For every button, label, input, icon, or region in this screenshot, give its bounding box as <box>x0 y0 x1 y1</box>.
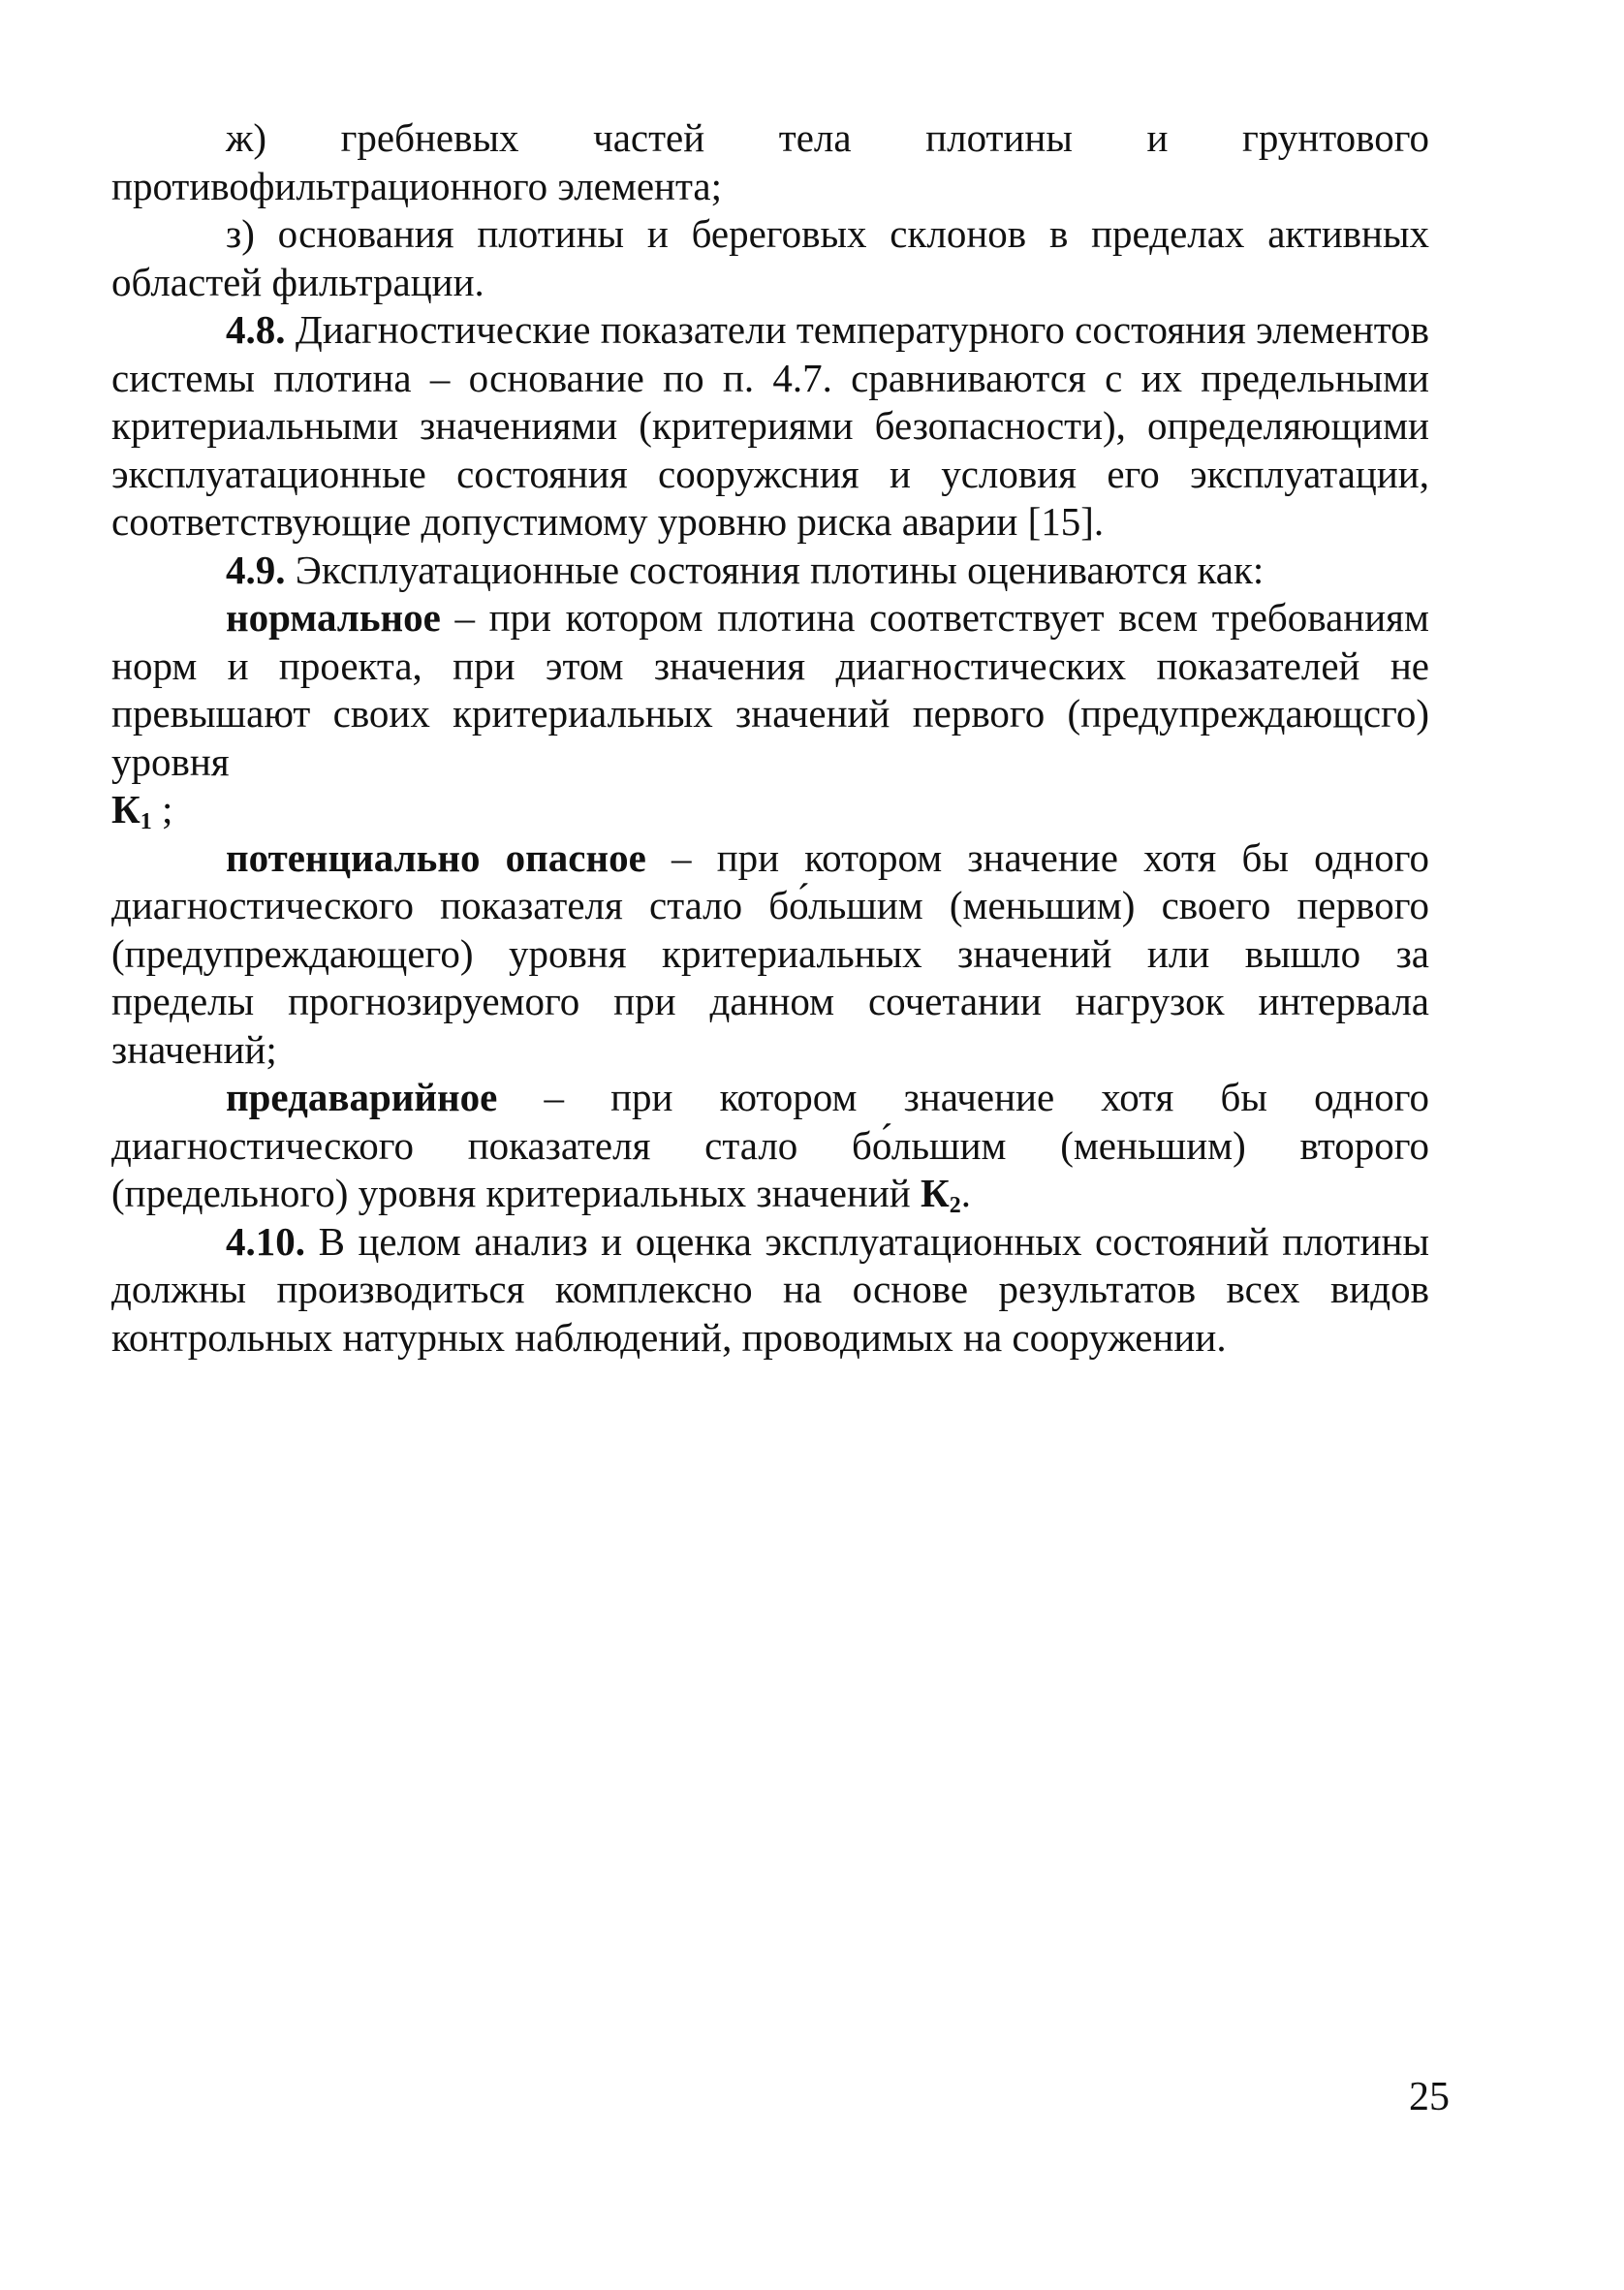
paragraph-z <box>111 210 1429 306</box>
symbol-letter: К <box>920 1171 950 1215</box>
paragraph-text: з) основания плотины и береговых склонов в пределах активных областей фильтрации. <box>111 211 1429 304</box>
section-number: 4.10. <box>226 1218 305 1264</box>
paragraph-text: Диагностические показатели температурного состояния элементов системы плотина – основание по п. 4.7. сравниваются с их предельными критериальными значениями (критериями безопасности), определяющими эксплуатационные состояния сооружсния и условия его эксплуатации, соответствующие допустимому уровню риска аварии [15]. <box>111 307 1429 544</box>
section-number: 4.8. <box>226 307 286 352</box>
section-4-9 <box>111 547 1429 595</box>
symbol-k1 <box>111 787 152 834</box>
section-4-8 <box>111 306 1429 547</box>
state-normal <box>111 594 1429 834</box>
symbol-subscript: 2 <box>949 1193 961 1218</box>
paragraph-text: Эксплуатационные состояния плотины оцениваются как: <box>285 547 1265 592</box>
paragraph-tail: ; <box>151 787 173 831</box>
symbol-k2 <box>920 1171 961 1218</box>
term-pre-emergency: предаварийное <box>226 1075 498 1119</box>
paragraph-text: – при котором плотина соответствует всем требованиям норм и проекта, при этом значения диагностических показателей не превышают своих критериальных значений первого (предупреждающсго) уровня <box>111 595 1429 784</box>
paragraph-zh <box>111 114 1429 210</box>
state-potentially-dangerous <box>111 834 1429 1075</box>
term-potentially-dangerous: потенциально опасное <box>226 834 646 880</box>
paragraph-text: – при котором значение хотя бы одного диагностического показателя стало бо́льшим (меньшим) своего первого (предупреждающего) уровня критериальных значений или вышло за пределы прогнозируемого при данном сочетании нагрузок интервала значений; <box>111 834 1429 1072</box>
state-pre-emergency <box>111 1074 1429 1218</box>
paragraph-text: В целом анализ и оценка эксплуатационных состояний плотины должны производиться комплексно на основе результатов всех видов контрольных натурных наблюдений, проводимых на сооружении. <box>111 1218 1429 1360</box>
paragraph-tail: . <box>960 1171 971 1215</box>
page-number: 25 <box>1409 2075 1450 2119</box>
page-body <box>111 114 1429 1362</box>
section-4-10 <box>111 1218 1429 1363</box>
symbol-subscript: 1 <box>140 809 152 834</box>
symbol-letter: К <box>111 787 141 831</box>
term-normal: нормальное <box>226 595 441 640</box>
paragraph-text: ж) гребневых частей тела плотины и грунтового противофильтрационного элемента; <box>111 115 1429 208</box>
section-number: 4.9. <box>226 547 286 592</box>
paragraph-text: – при котором значение хотя бы одного диагностического показателя стало бо́льшим (меньшим) второго (предельного) уровня критериальных значений <box>111 1075 1429 1215</box>
